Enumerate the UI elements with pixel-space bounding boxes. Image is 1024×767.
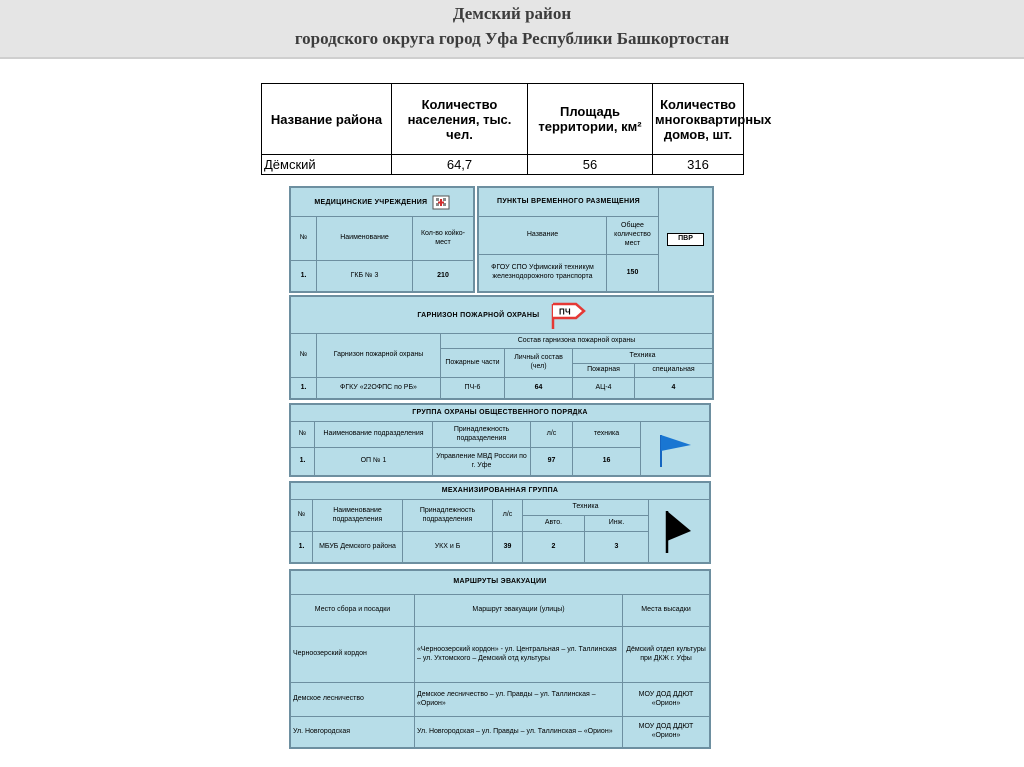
evac-row-gather: Демское лесничество <box>291 683 415 717</box>
medical-col-name: Наименование <box>317 217 413 261</box>
evac-row-gather: Ул. Новгородская <box>291 717 415 748</box>
police-flag-icon <box>655 429 695 469</box>
summary-cell-district: Дёмский <box>262 155 392 175</box>
mech-col-affil: Принадлежность подразделения <box>403 500 493 532</box>
mech-title: МЕХАНИЗИРОВАННАЯ ГРУППА <box>291 483 710 500</box>
fire-col-tech: Техника <box>573 349 713 364</box>
fire-composition: Состав гарнизона пожарной охраны <box>441 334 713 349</box>
medical-col-beds: Кол-во койко-мест <box>413 217 474 261</box>
fire-row-num: 1. <box>291 378 317 399</box>
medical-title: МЕДИЦИНСКИЕ УЧРЕЖДЕНИЯ <box>314 198 428 206</box>
page-subtitle: городского округа город Уфа Республики Башкортостан <box>294 29 730 48</box>
fire-title: ГАРНИЗОН ПОЖАРНОЙ ОХРАНЫ <box>417 311 540 319</box>
fire-col-garrison: Гарнизон пожарной охраны <box>317 334 441 378</box>
page-header <box>0 0 1024 59</box>
summary-header-district: Название района <box>262 84 392 155</box>
shelter-col-name: Название <box>479 217 607 255</box>
shelter-badge-cell <box>659 188 713 292</box>
evac-row-route: Ул. Новгородская – ул. Правды – ул. Таллинская – «Орион» <box>415 717 623 748</box>
shelter-panel <box>477 186 714 293</box>
mech-col-name: Наименование подразделения <box>313 500 403 532</box>
evac-row-route: «Черноозерский кордон» - ул. Центральная – ул. Таллинская – ул. Ухтомского – Демский отд культуры <box>415 627 623 683</box>
mech-flag-icon <box>659 507 699 555</box>
police-row-affil: Управление МВД России по г. Уфе <box>433 448 531 476</box>
fire-row-staff: 64 <box>505 378 573 399</box>
evac-panel <box>289 569 711 749</box>
fire-row-unit: ПЧ-6 <box>441 378 505 399</box>
summary-cell-area: 56 <box>528 155 653 175</box>
evac-col-route: Маршрут эвакуации (улицы) <box>415 595 623 627</box>
shelter-row-name: ФГОУ СПО Уфимский техникум железнодорожного транспорта <box>479 255 607 292</box>
evac-row-gather: Черноозерский кордон <box>291 627 415 683</box>
mech-col-staff: л/с <box>493 500 523 532</box>
shelter-badge: ПВР <box>667 233 704 246</box>
police-panel <box>289 403 711 477</box>
shelter-row-total: 150 <box>607 255 659 292</box>
fire-row-fire-tech: АЦ-4 <box>573 378 635 399</box>
mech-row-affil: УКХ и Б <box>403 532 493 563</box>
fire-flag-label: ПЧ <box>558 307 571 317</box>
mech-row-eng: 3 <box>585 532 649 563</box>
fire-col-units: Пожарные части <box>441 349 505 378</box>
police-flag-cell <box>641 422 710 476</box>
summary-header-population: Количество населения, тыс. чел. <box>392 84 528 155</box>
police-title: ГРУППА ОХРАНЫ ОБЩЕСТВЕННОГО ПОРЯДКА <box>291 405 710 422</box>
fire-panel <box>289 295 714 400</box>
medical-row-num: 1. <box>291 261 317 292</box>
fire-col-num: № <box>291 334 317 378</box>
mech-col-tech: Техника <box>523 500 649 516</box>
shelter-col-total: Общее количество мест <box>607 217 659 255</box>
summary-cell-population: 64,7 <box>392 155 528 175</box>
medical-panel <box>289 186 475 293</box>
fire-title-cell <box>291 297 713 334</box>
evac-col-gather: Место сбора и посадки <box>291 595 415 627</box>
police-col-affil: Принадлежность подразделения <box>433 422 531 448</box>
fire-col-staff: Личный состав (чел) <box>505 349 573 378</box>
police-col-staff: л/с <box>531 422 573 448</box>
page-title: Демский район <box>452 4 572 23</box>
evac-title: МАРШРУТЫ ЭВАКУАЦИИ <box>291 571 710 595</box>
medical-title-cell <box>291 188 474 217</box>
fire-row-special: 4 <box>635 378 713 399</box>
fire-col-special: специальная <box>635 364 713 378</box>
police-col-tech: техника <box>573 422 641 448</box>
mech-col-num: № <box>291 500 313 532</box>
summary-header-houses: Количество многоквартирных домов, шт. <box>653 84 744 155</box>
mech-panel <box>289 481 711 564</box>
mech-row-staff: 39 <box>493 532 523 563</box>
police-row-tech: 16 <box>573 448 641 476</box>
shelter-title: ПУНКТЫ ВРЕМЕННОГО РАЗМЕЩЕНИЯ <box>479 188 659 217</box>
police-row-name: ОП № 1 <box>315 448 433 476</box>
mech-row-auto: 2 <box>523 532 585 563</box>
evac-row-route: Демское лесничество – ул. Правды – ул. Таллинская – «Орион» <box>415 683 623 717</box>
fire-station-flag-icon <box>550 300 586 330</box>
evac-row-drop: МОУ ДОД ДДЮТ «Орион» <box>623 717 710 748</box>
evac-row-drop: МОУ ДОД ДДЮТ «Орион» <box>623 683 710 717</box>
mech-flag-cell <box>649 500 710 563</box>
hospital-icon <box>432 194 450 210</box>
mech-row-num: 1. <box>291 532 313 563</box>
police-col-name: Наименование подразделения <box>315 422 433 448</box>
evac-row-drop: Дёмский отдел культуры при ДКЖ г. Уфы <box>623 627 710 683</box>
medical-col-num: № <box>291 217 317 261</box>
fire-col-fire-tech: Пожарная <box>573 364 635 378</box>
summary-cell-houses: 316 <box>653 155 744 175</box>
mech-row-name: МБУБ Демского района <box>313 532 403 563</box>
medical-row-name: ГКБ № 3 <box>317 261 413 292</box>
police-row-num: 1. <box>291 448 315 476</box>
police-col-num: № <box>291 422 315 448</box>
evac-col-drop: Места высадки <box>623 595 710 627</box>
mech-col-eng: Инж. <box>585 516 649 532</box>
summary-header-area: Площадь территории, км² <box>528 84 653 155</box>
summary-table <box>261 83 772 175</box>
police-row-staff: 97 <box>531 448 573 476</box>
mech-col-auto: Авто. <box>523 516 585 532</box>
fire-row-name: ФГКУ «22ОФПС по РБ» <box>317 378 441 399</box>
medical-row-beds: 210 <box>413 261 474 292</box>
